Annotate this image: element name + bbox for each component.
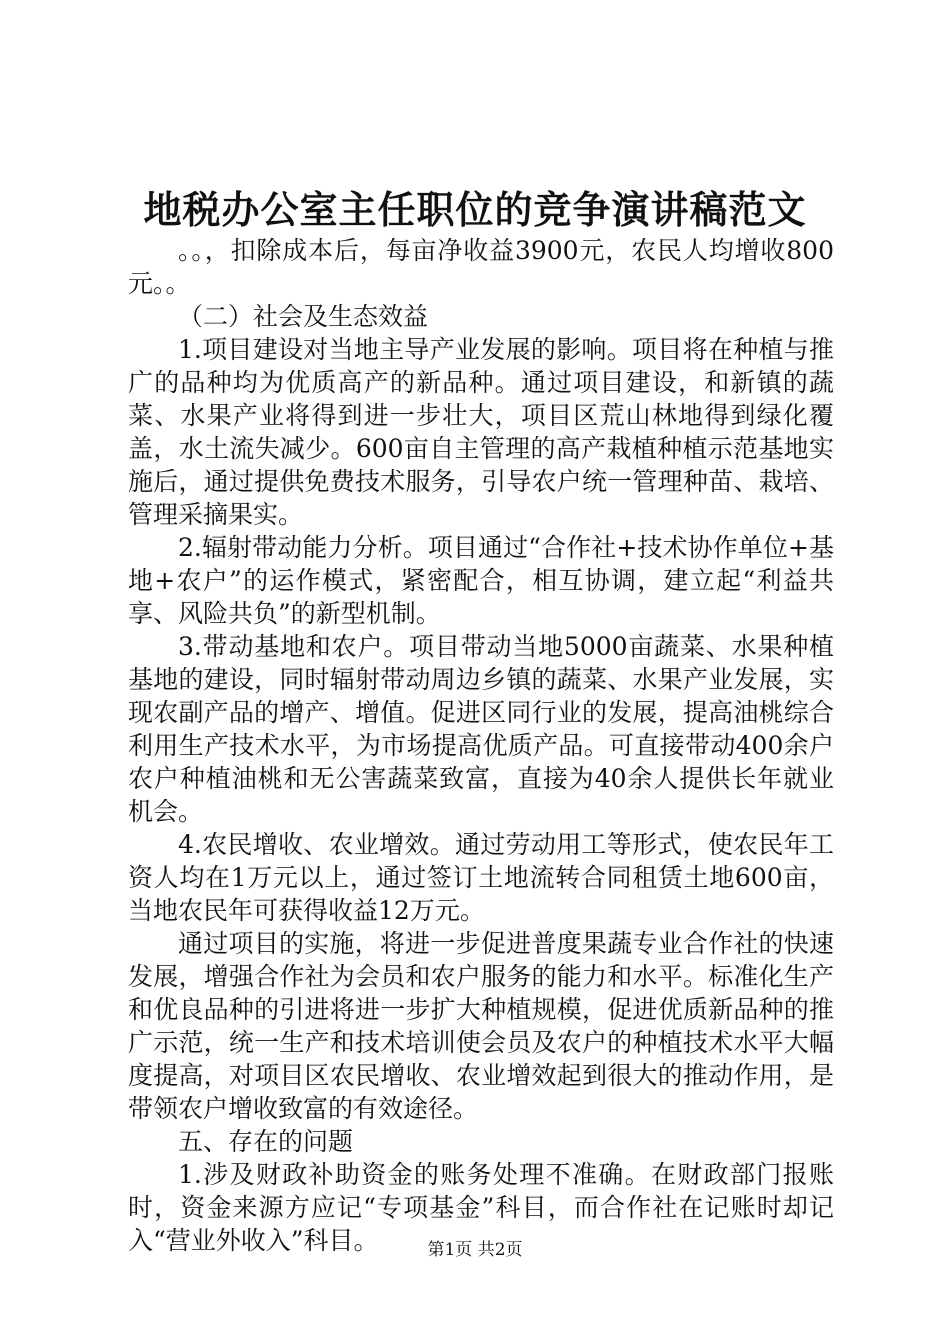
paragraph: 。。，扣除成本后，每亩净收益3900元，农民人均增收800元。。 bbox=[128, 236, 834, 298]
paragraph: 3.带动基地和农户。项目带动当地5000亩蔬菜、水果种植基地的建设，同时辐射带动周边乡镇的蔬菜、水果产业发展，实现农副产品的增产、增值。促进区同行业的发展，提高油桃综合利用生产技术水平，为市场提高优质产品。可直接带动400余户农户种植油桃和无公害蔬菜致富，直接为40余人提供长年就业机会。 bbox=[128, 632, 834, 826]
document-title: 地税办公室主任职位的竞争演讲稿范文 bbox=[143, 187, 807, 232]
paragraph: 1.涉及财政补助资金的账务处理不准确。在财政部门报账时，资金来源方应记“专项基金”科目，而合作社在记账时却记入“营业外收入”科目。 bbox=[128, 1160, 834, 1255]
section-heading: 五、存在的问题 bbox=[178, 1127, 354, 1156]
paragraph: 1.项目建设对当地主导产业发展的影响。项目将在种植与推广的品种均为优质高产的新品种。通过项目建设，和新镇的蔬菜、水果产业将得到进一步壮大，项目区荒山林地得到绿化覆盖，水土流失减少。600亩自主管理的高产栽植种植示范基地实施后，通过提供免费技术服务，引导农户统一管理种苗、栽培、管理采摘果实。 bbox=[128, 335, 834, 529]
document-body bbox=[128, 234, 834, 1257]
paragraph: 通过项目的实施，将进一步促进普度果蔬专业合作社的快速发展，增强合作社为会员和农户服务的能力和水平。标准化生产和优良品种的引进将进一步扩大种植规模，促进优质新品种的推广示范，统一生产和技术培训使会员及农户的种植技术水平大幅度提高，对项目区农民增收、农业增效起到很大的推动作用，是带领农户增收致富的有效途径。 bbox=[128, 929, 834, 1123]
section-heading: （二）社会及生态效益 bbox=[178, 302, 429, 331]
page-footer: 第1页 共2页 bbox=[427, 1240, 523, 1260]
paragraph: 4.农民增收、农业增效。通过劳动用工等形式，使农民年工资人均在1万元以上，通过签订土地流转合同租赁土地600亩，当地农民年可获得收益12万元。 bbox=[128, 830, 834, 925]
paragraph: 2.辐射带动能力分析。项目通过“合作社+技术协作单位+基地+农户”的运作模式，紧密配合，相互协调，建立起“利益共享、风险共负”的新型机制。 bbox=[128, 533, 834, 628]
